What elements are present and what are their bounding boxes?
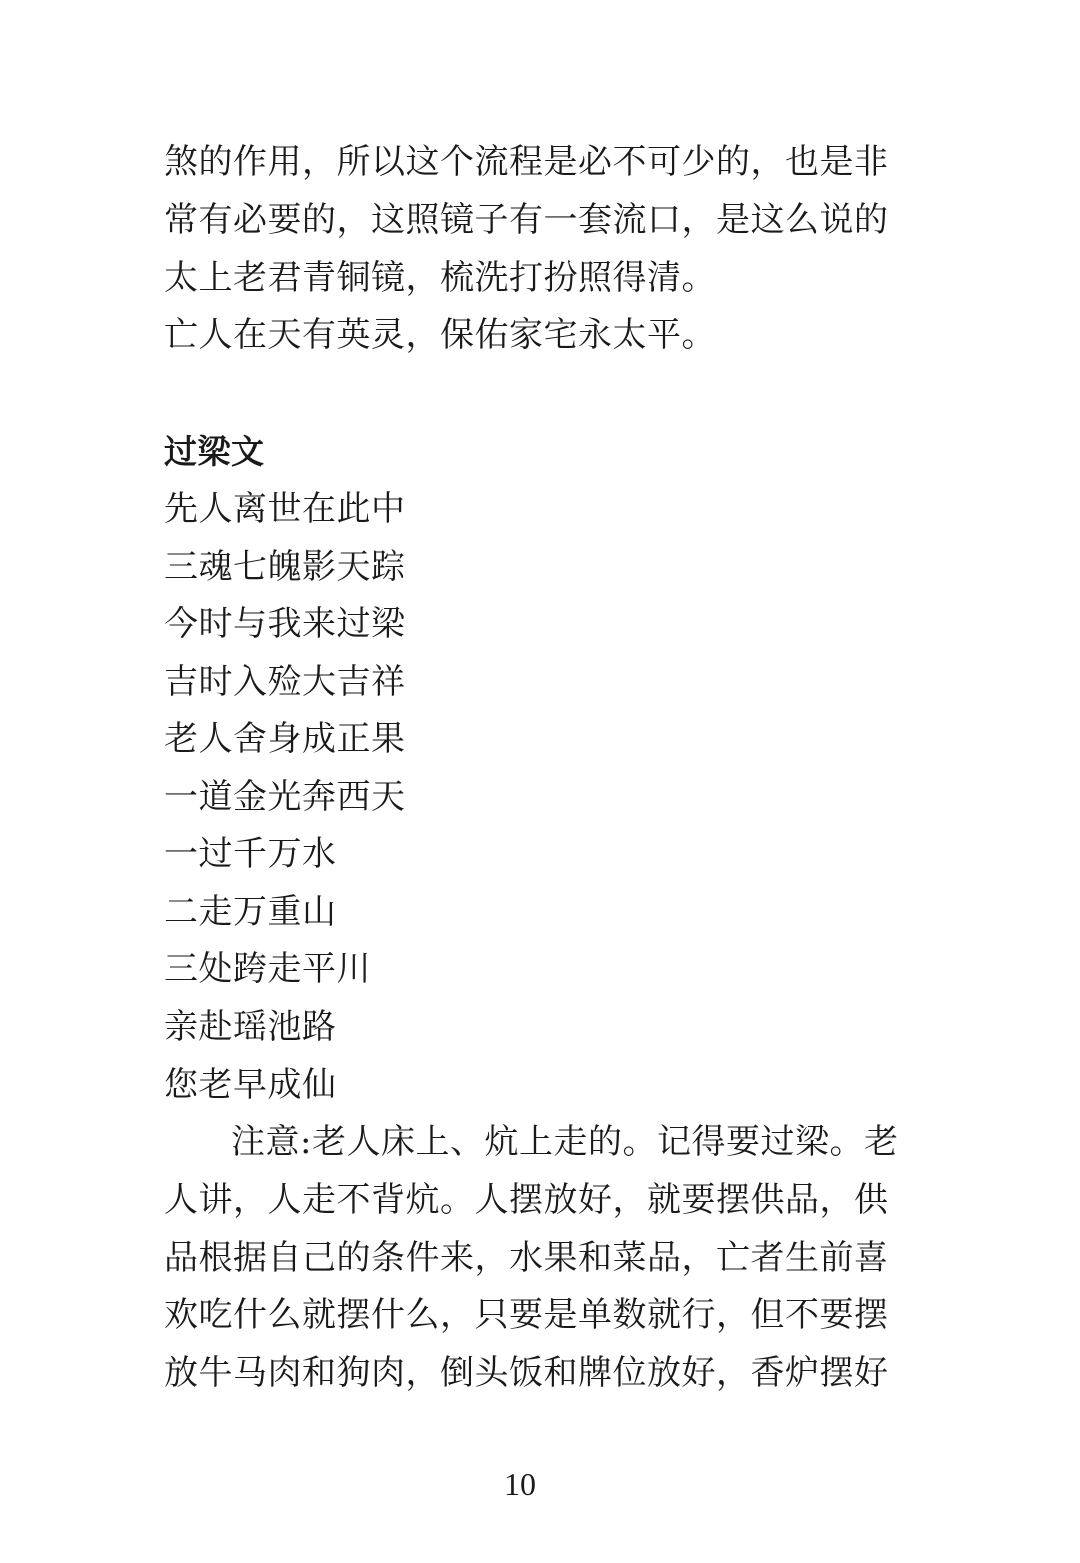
- verse-line: 先人离世在此中: [164, 489, 406, 529]
- note-line: 欢吃什么就摆什么，只要是单数就行，但不要摆: [164, 1295, 889, 1335]
- verse-line: 三处跨走平川: [164, 949, 371, 989]
- verse-line: 一过千万水: [164, 834, 337, 874]
- verse-line: 亲赴瑶池路: [164, 1007, 337, 1047]
- verse-line: 您老早成仙: [164, 1065, 337, 1105]
- note-line: 注意:老人床上、炕上走的。记得要过梁。老: [231, 1122, 899, 1162]
- verse-line: 吉时入殓大吉祥: [164, 662, 406, 702]
- verse-line: 一道金光奔西天: [164, 777, 406, 817]
- note-line: 放牛马肉和狗肉，倒头饭和牌位放好，香炉摆好: [164, 1353, 889, 1393]
- note-line: 品根据自己的条件来，水果和菜品，亡者生前喜: [164, 1238, 889, 1278]
- paragraph-line: 太上老君青铜镜，梳洗打扮照得清。: [164, 258, 716, 298]
- note-line: 人讲，人走不背炕。人摆放好，就要摆供品，供: [164, 1180, 889, 1220]
- verse-line: 三魂七魄影天踪: [164, 547, 406, 587]
- verse-line: 今时与我来过梁: [164, 604, 406, 644]
- verse-line: 二走万重山: [164, 892, 337, 932]
- verse-line: 老人舍身成正果: [164, 719, 406, 759]
- paragraph-line: 亡人在天有英灵，保佑家宅永太平。: [164, 315, 716, 355]
- paragraph-line: 煞的作用，所以这个流程是必不可少的，也是非: [164, 142, 889, 182]
- section-title: 过梁文: [164, 432, 265, 471]
- page-number: 10: [504, 1466, 536, 1502]
- paragraph-line: 常有必要的，这照镜子有一套流口，是这么说的: [164, 200, 889, 240]
